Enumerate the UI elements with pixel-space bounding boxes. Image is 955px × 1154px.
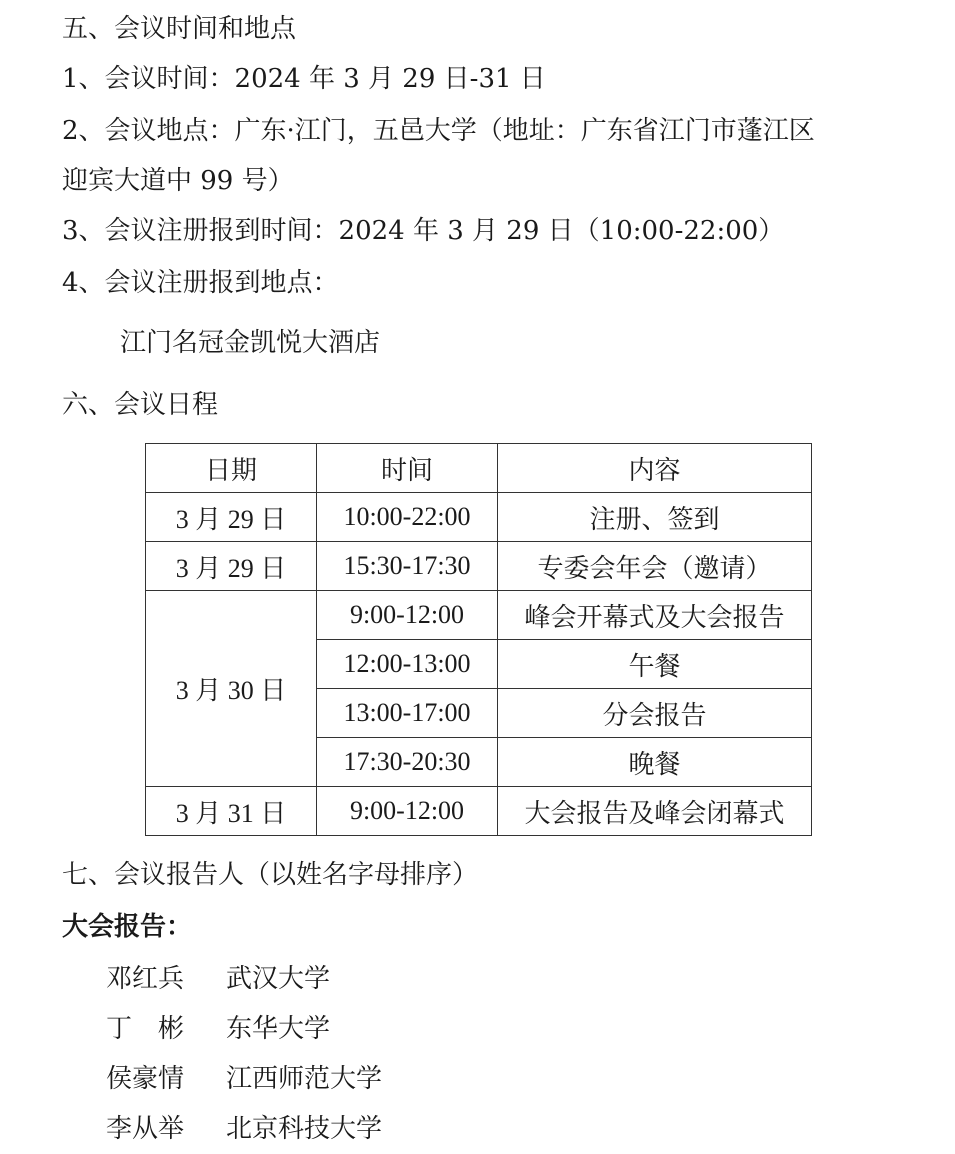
meeting-time: 1、会议时间：2024 年 3 月 29 日-31 日 (62, 64, 546, 94)
table-row (146, 493, 812, 542)
speaker-entry (106, 1062, 382, 1096)
speaker-name: 邓红兵 (106, 964, 185, 994)
speaker-affiliation: 江西师范大学 (226, 1064, 383, 1094)
cell-content: 分会报告 (498, 689, 812, 738)
cell-time: 9:00-12:00 (317, 591, 498, 640)
cell-content: 专委会年会（邀请） (498, 542, 812, 591)
cell-date: 3 月 29 日 (146, 493, 317, 542)
cell-date: 3 月 29 日 (146, 542, 317, 591)
speaker-affiliation: 北京科技大学 (226, 1114, 383, 1144)
cell-content: 注册、签到 (498, 493, 812, 542)
meeting-location-line-2: 迎宾大道中 99 号） (62, 166, 294, 196)
cell-time: 12:00-13:00 (317, 640, 498, 689)
table-row (146, 591, 812, 640)
cell-content: 峰会开幕式及大会报告 (498, 591, 812, 640)
cell-time: 15:30-17:30 (317, 542, 498, 591)
speaker-entry (106, 962, 330, 996)
registration-venue: 江门名冠金凯悦大酒店 (120, 328, 381, 358)
table-header-row (146, 444, 812, 493)
cell-time: 10:00-22:00 (317, 493, 498, 542)
cell-content: 午餐 (498, 640, 812, 689)
cell-time: 17:30-20:30 (317, 738, 498, 787)
schedule-table (145, 443, 812, 836)
plenary-report-label: 大会报告： (62, 912, 193, 942)
cell-date: 3 月 31 日 (146, 787, 317, 836)
speaker-name: 侯豪情 (106, 1064, 185, 1094)
header-time: 时间 (317, 444, 498, 493)
cell-time: 9:00-12:00 (317, 787, 498, 836)
cell-content: 大会报告及峰会闭幕式 (498, 787, 812, 836)
cell-date: 3 月 30 日 (146, 591, 317, 787)
cell-content: 晚餐 (498, 738, 812, 787)
speaker-name: 李从举 (106, 1114, 185, 1144)
header-content: 内容 (498, 444, 812, 493)
registration-time: 3、会议注册报到时间：2024 年 3 月 29 日（10:00-22:00） (62, 216, 785, 246)
speaker-affiliation: 武汉大学 (226, 964, 331, 994)
section-5-heading: 五、会议时间和地点 (62, 14, 297, 44)
table-row (146, 542, 812, 591)
speaker-entry (106, 1012, 330, 1046)
speaker-name: 丁 彬 (106, 1014, 185, 1044)
speaker-affiliation: 东华大学 (226, 1014, 331, 1044)
cell-time: 13:00-17:00 (317, 689, 498, 738)
table-row (146, 787, 812, 836)
meeting-location-line-1: 2、会议地点：广东·江门，五邑大学（地址：广东省江门市蓬江区 (62, 116, 815, 146)
section-7-heading: 七、会议报告人（以姓名字母排序） (62, 860, 479, 890)
section-6-heading: 六、会议日程 (62, 390, 219, 420)
header-date: 日期 (146, 444, 317, 493)
registration-location-label: 4、会议注册报到地点： (62, 268, 339, 298)
speaker-entry (106, 1112, 382, 1146)
